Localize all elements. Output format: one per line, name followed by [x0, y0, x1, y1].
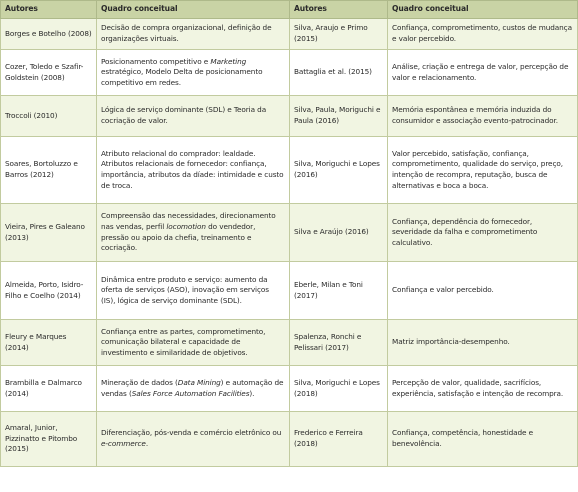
header-autores-1: Autores [1, 1, 97, 19]
table-row [1, 320, 578, 366]
cell-quadro-left: Decisão de compra organizacional, definição de organizações virtuais. [97, 19, 290, 50]
italic-term: Data Mining [177, 377, 221, 387]
cell-autores-left: Almeida, Porto, Isidro-Filho e Coelho (2014) [1, 262, 97, 320]
cell-autores-right: Eberle, Milan e Toni (2017) [290, 262, 388, 320]
cell-quadro-left: Lógica de serviço dominante (SDL) e Teoria da cocriação de valor. [97, 96, 290, 137]
cell-autores-left: Vieira, Pires e Galeano (2013) [1, 204, 97, 262]
italic-term: Sales Force Automation Facilities [131, 388, 250, 398]
cell-autores-right: Silva, Paula, Moriguchi e Paula (2016) [290, 96, 388, 137]
table-row [1, 262, 578, 320]
cell-quadro-left: Mineração de dados (Data Mining) e automação de vendas (Sales Force Automation Facilities). [97, 366, 290, 412]
cell-autores-right: Battaglia et al. (2015) [290, 50, 388, 96]
header-quadro-conceitual-1: Quadro conceitual [97, 1, 290, 19]
cell-quadro-right: Confiança e valor percebido. [388, 262, 578, 320]
cell-autores-left: Troccoli (2010) [1, 96, 97, 137]
cell-quadro-left: Confiança entre as partes, comprometimento, comunicação bilateral e capacidade de investimento e similaridade de objetivos. [97, 320, 290, 366]
cell-quadro-right: Memória espontânea e memória induzida do consumidor e associação evento-patrocinador. [388, 96, 578, 137]
header-row [1, 1, 578, 19]
cell-autores-right: Silva, Moriguchi e Lopes (2016) [290, 137, 388, 204]
cell-quadro-right: Confiança, comprometimento, custos de mudança e valor percebido. [388, 19, 578, 50]
table-row [1, 19, 578, 50]
cell-quadro-right: Confiança, competência, honestidade e benevolência. [388, 412, 578, 467]
italic-term: e-commerce [101, 439, 146, 448]
header-quadro-conceitual-2: Quadro conceitual [388, 1, 578, 19]
cell-quadro-right: Matriz importância-desempenho. [388, 320, 578, 366]
cell-autores-left: Soares, Bortoluzzo e Barros (2012) [1, 137, 97, 204]
table-row [1, 96, 578, 137]
italic-term: Marketing [210, 56, 247, 66]
table-row [1, 137, 578, 204]
table-row [1, 412, 578, 467]
cell-autores-left: Borges e Botelho (2008) [1, 19, 97, 50]
cell-autores-left: Brambilla e Dalmarco (2014) [1, 366, 97, 412]
cell-autores-left: Cozer, Toledo e Szafir-Goldstein (2008) [1, 50, 97, 96]
cell-quadro-left: Diferenciação, pós-venda e comércio eletrônico ou e-commerce. [97, 412, 290, 467]
cell-autores-left: Amaral, Junior, Pizzinatto e Pitombo (2015) [1, 412, 97, 467]
cell-autores-right: Frederico e Ferreira (2018) [290, 412, 388, 467]
cell-autores-left: Fleury e Marques (2014) [1, 320, 97, 366]
cell-quadro-right: Confiança, dependência do fornecedor, severidade da falha e comprometimento calculativo. [388, 204, 578, 262]
cell-autores-right: Silva e Araújo (2016) [290, 204, 388, 262]
header-autores-2: Autores [290, 1, 388, 19]
table-row [1, 366, 578, 412]
cell-quadro-left: Compreensão das necessidades, direcionamento nas vendas, perfil locomotion do vendedor, pressão ou apoio da chefia, treinamento e cocriação. [97, 204, 290, 262]
cell-quadro-right: Valor percebido, satisfação, confiança, comprometimento, qualidade do serviço, preço, intenção de recompra, reputação, busca de alternativas e boca a boca. [388, 137, 578, 204]
cell-quadro-left: Atributo relacional do comprador: lealdade. Atributos relacionais de fornecedor: confiança, importância, atributos da díade: intimidade e custo de troca. [97, 137, 290, 204]
cell-quadro-left: Posicionamento competitivo e Marketing estratégico, Modelo Delta de posicionamento competitivo em redes. [97, 50, 290, 96]
table-row [1, 204, 578, 262]
table-row [1, 50, 578, 96]
cell-quadro-right: Percepção de valor, qualidade, sacrifícios, experiência, satisfação e intenção de recompra. [388, 366, 578, 412]
cell-quadro-left: Dinâmica entre produto e serviço: aumento da oferta de serviços (ASO), inovação em serviços (IS), lógica de serviço dominante (SDL). [97, 262, 290, 320]
cell-quadro-right: Análise, criação e entrega de valor, percepção de valor e relacionamento. [388, 50, 578, 96]
cell-autores-right: Silva, Araujo e Primo (2015) [290, 19, 388, 50]
cell-autores-right: Spalenza, Ronchi e Pelissari (2017) [290, 320, 388, 366]
cell-autores-right: Silva, Moriguchi e Lopes (2018) [290, 366, 388, 412]
italic-term: locomotion [166, 221, 206, 231]
